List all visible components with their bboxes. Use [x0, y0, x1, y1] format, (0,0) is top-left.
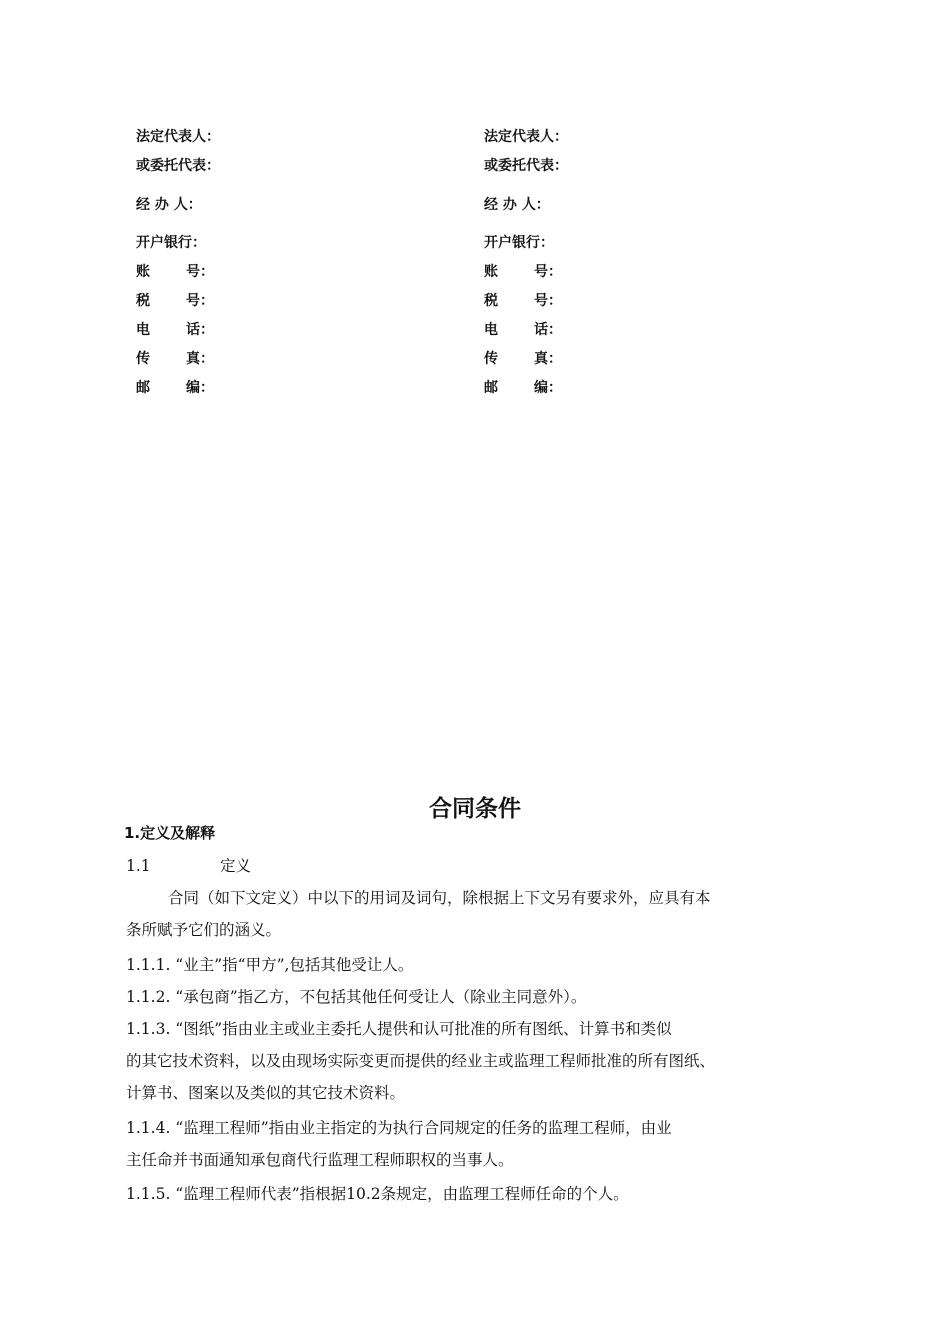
- tax-label-b: 号：: [186, 293, 214, 309]
- fax-label-a: 传: [136, 351, 150, 367]
- fax-label-a: 传: [484, 351, 498, 367]
- intro-paragraph-line: 合同（如下文定义）中以下的用词及词句，除根据上下文另有要求外，应具有本: [168, 889, 711, 907]
- phone-label-b: 话：: [534, 322, 562, 338]
- account-label-a: 账: [136, 264, 150, 280]
- entrusted-rep-label: 或委托代表：: [484, 158, 568, 174]
- postcode-label-a: 邮: [136, 380, 150, 396]
- fax-label-b: 真：: [534, 351, 562, 367]
- tax-label-a: 税: [136, 293, 150, 309]
- account-label-b: 号：: [186, 264, 214, 280]
- phone-label: [484, 321, 562, 339]
- clause-item: 1.1.1. “业主”指“甲方”,包括其他受让人。: [126, 956, 414, 974]
- postcode-label: [484, 379, 562, 397]
- clause-item-continuation: 的其它技术资料，以及由现场实际变更而提供的经业主或监理工程师批准的所有图纸、: [126, 1052, 716, 1070]
- account-label: [484, 263, 562, 281]
- handler-label: 经 办 人：: [484, 197, 550, 213]
- clause-item: 1.1.3. “图纸”指由业主或业主委托人提供和认可批准的所有图纸、计算书和类似: [126, 1020, 672, 1038]
- bank-label: 开户银行：: [136, 235, 206, 251]
- subsection-title: 定义: [220, 857, 252, 875]
- fax-label-b: 真：: [186, 351, 214, 367]
- subsection-number: 1.1: [126, 857, 151, 875]
- clause-item-continuation: 计算书、图案以及类似的其它技术资料。: [126, 1084, 406, 1102]
- tax-label-a: 税: [484, 293, 498, 309]
- intro-paragraph-line: 条所赋予它们的涵义。: [126, 921, 282, 939]
- tax-label-b: 号：: [534, 293, 562, 309]
- tax-label: [484, 292, 562, 310]
- tax-label: [136, 292, 214, 310]
- handler-label: 经 办 人：: [136, 197, 202, 213]
- account-label-a: 账: [484, 264, 498, 280]
- clause-item: 1.1.5. “监理工程师代表”指根据10.2条规定，由监理工程师任命的个人。: [126, 1185, 629, 1203]
- postcode-label-a: 邮: [484, 380, 498, 396]
- subsection-heading: [126, 856, 251, 876]
- postcode-label-b: 编：: [534, 380, 562, 396]
- phone-label-b: 话：: [186, 322, 214, 338]
- postcode-label-b: 编：: [186, 380, 214, 396]
- fax-label: [484, 350, 562, 368]
- phone-label-a: 电: [484, 322, 498, 338]
- document-title: 合同条件: [429, 796, 521, 822]
- clause-item: 1.1.4. “监理工程师”指由业主指定的为执行合同规定的任务的监理工程师，由业: [126, 1119, 672, 1137]
- legal-rep-label: 法定代表人：: [484, 129, 568, 145]
- clause-item-continuation: 主任命并书面通知承包商代行监理工程师职权的当事人。: [126, 1151, 514, 1169]
- clause-item: 1.1.2. “承包商”指乙方，不包括其他任何受让人（除业主同意外）。: [126, 988, 587, 1006]
- legal-rep-label: 法定代表人：: [136, 129, 220, 145]
- section-heading: 1.定义及解释: [124, 824, 216, 842]
- entrusted-rep-label: 或委托代表：: [136, 158, 220, 174]
- postcode-label: [136, 379, 214, 397]
- account-label-b: 号：: [534, 264, 562, 280]
- phone-label: [136, 321, 214, 339]
- fax-label: [136, 350, 214, 368]
- bank-label: 开户银行：: [484, 235, 554, 251]
- phone-label-a: 电: [136, 322, 150, 338]
- account-label: [136, 263, 214, 281]
